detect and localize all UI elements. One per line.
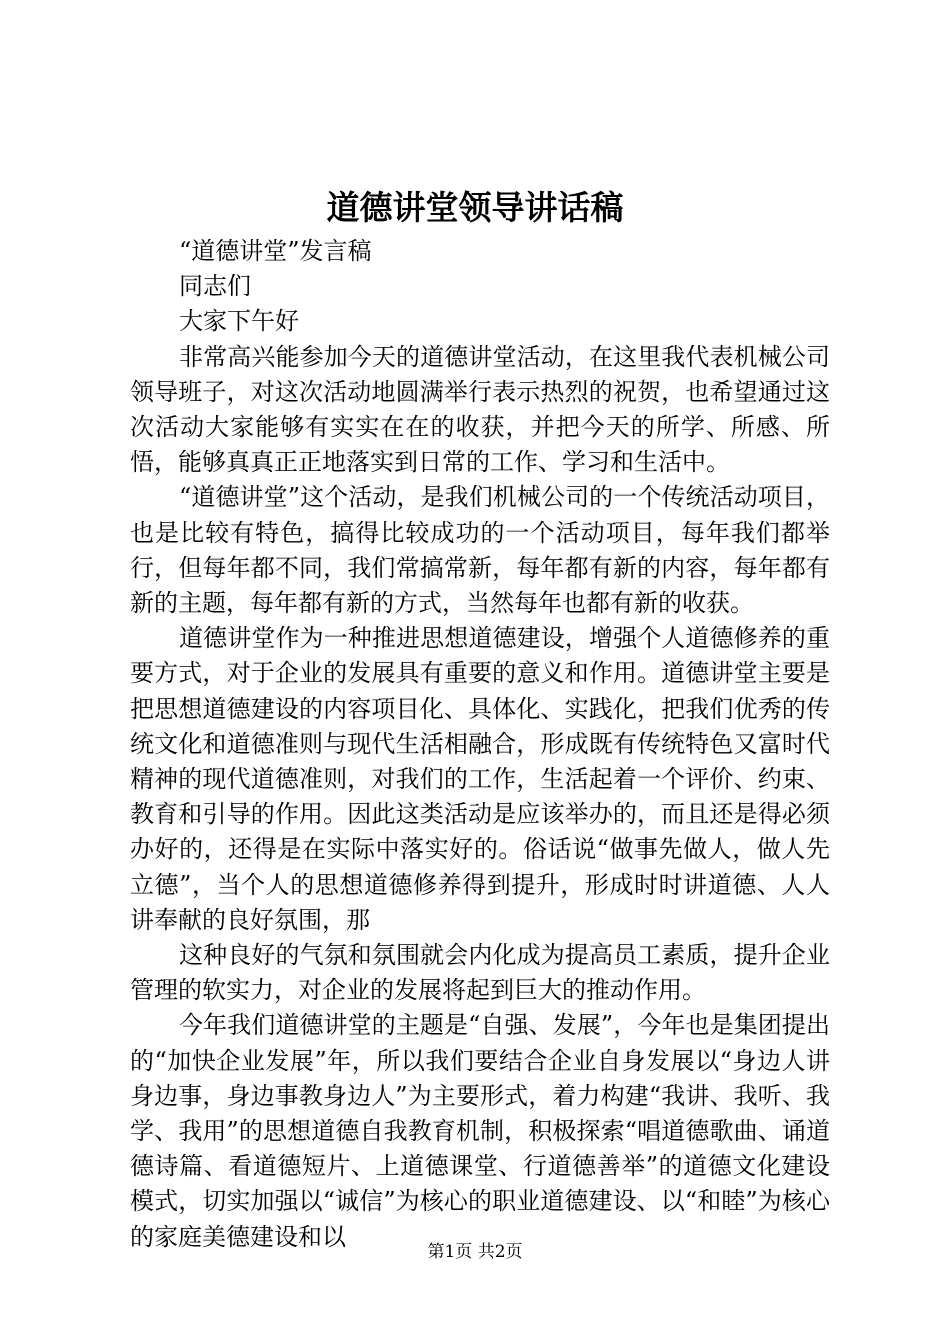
page-number-footer: 第1页 共2页 — [427, 1242, 523, 1262]
paragraph: 这种良好的气氛和氛围就会内化成为提高员工素质，提升企业管理的软实力，对企业的发展将起到巨大的推动作用。 — [130, 941, 830, 1005]
paragraph: 今年我们道德讲堂的主题是“自强、发展”，今年也是集团提出的“加快企业发展”年，所以我们要结合企业自身发展以“身边人讲身边事，身边事教身边人”为主要形式，着力构建“我讲、我听、我学、我用”的思想道德自我教育机制，积极探索“唱道德歌曲、诵道德诗篇、看道德短片、上道德课堂、行道德善举”的道德文化建设模式，切实加强以“诚信”为核心的职业道德建设、以“和睦”为核心的家庭美德建设和以 — [130, 1011, 830, 1251]
salutation: 同志们 — [179, 272, 251, 301]
paragraph: 道德讲堂作为一种推进思想道德建设，增强个人道德修养的重要方式，对于企业的发展具有重要的意义和作用。道德讲堂主要是把思想道德建设的内容项目化、具体化、实践化，把我们优秀的传统文化和道德准则与现代生活相融合，形成既有传统特色又富时代精神的现代道德准则，对我们的工作，生活起着一个评价、约束、教育和引导的作用。因此这类活动是应该举办的，而且还是得必须办好的，还得是在实际中落实好的。俗话说“做事先做人，做人先立德”，当个人的思想道德修养得到提升，形成时时讲道德、人人讲奉献的良好氛围，那 — [130, 624, 830, 934]
speech-subtitle: “道德讲堂”发言稿 — [179, 237, 372, 265]
paragraph: 非常高兴能参加今天的道德讲堂活动，在这里我代表机械公司领导班子，对这次活动地圆满举行表示热烈的祝贺，也希望通过这次活动大家能够有实实在在的收获，并把今天的所学、所感、所悟，能够真真正正地落实到日常的工作、学习和生活中。 — [130, 342, 830, 477]
document-body — [130, 234, 830, 1255]
paragraph: “道德讲堂”这个活动，是我们机械公司的一个传统活动项目，也是比较有特色，搞得比较成功的一个活动项目，每年我们都举行，但每年都不同，我们常搞常新，每年都有新的内容，每年都有新的主题，每年都有新的方式，当然每年也都有新的收获。 — [130, 483, 830, 618]
document-title: 道德讲堂领导讲话稿 — [326, 188, 624, 227]
greeting: 大家下午好 — [179, 307, 299, 336]
